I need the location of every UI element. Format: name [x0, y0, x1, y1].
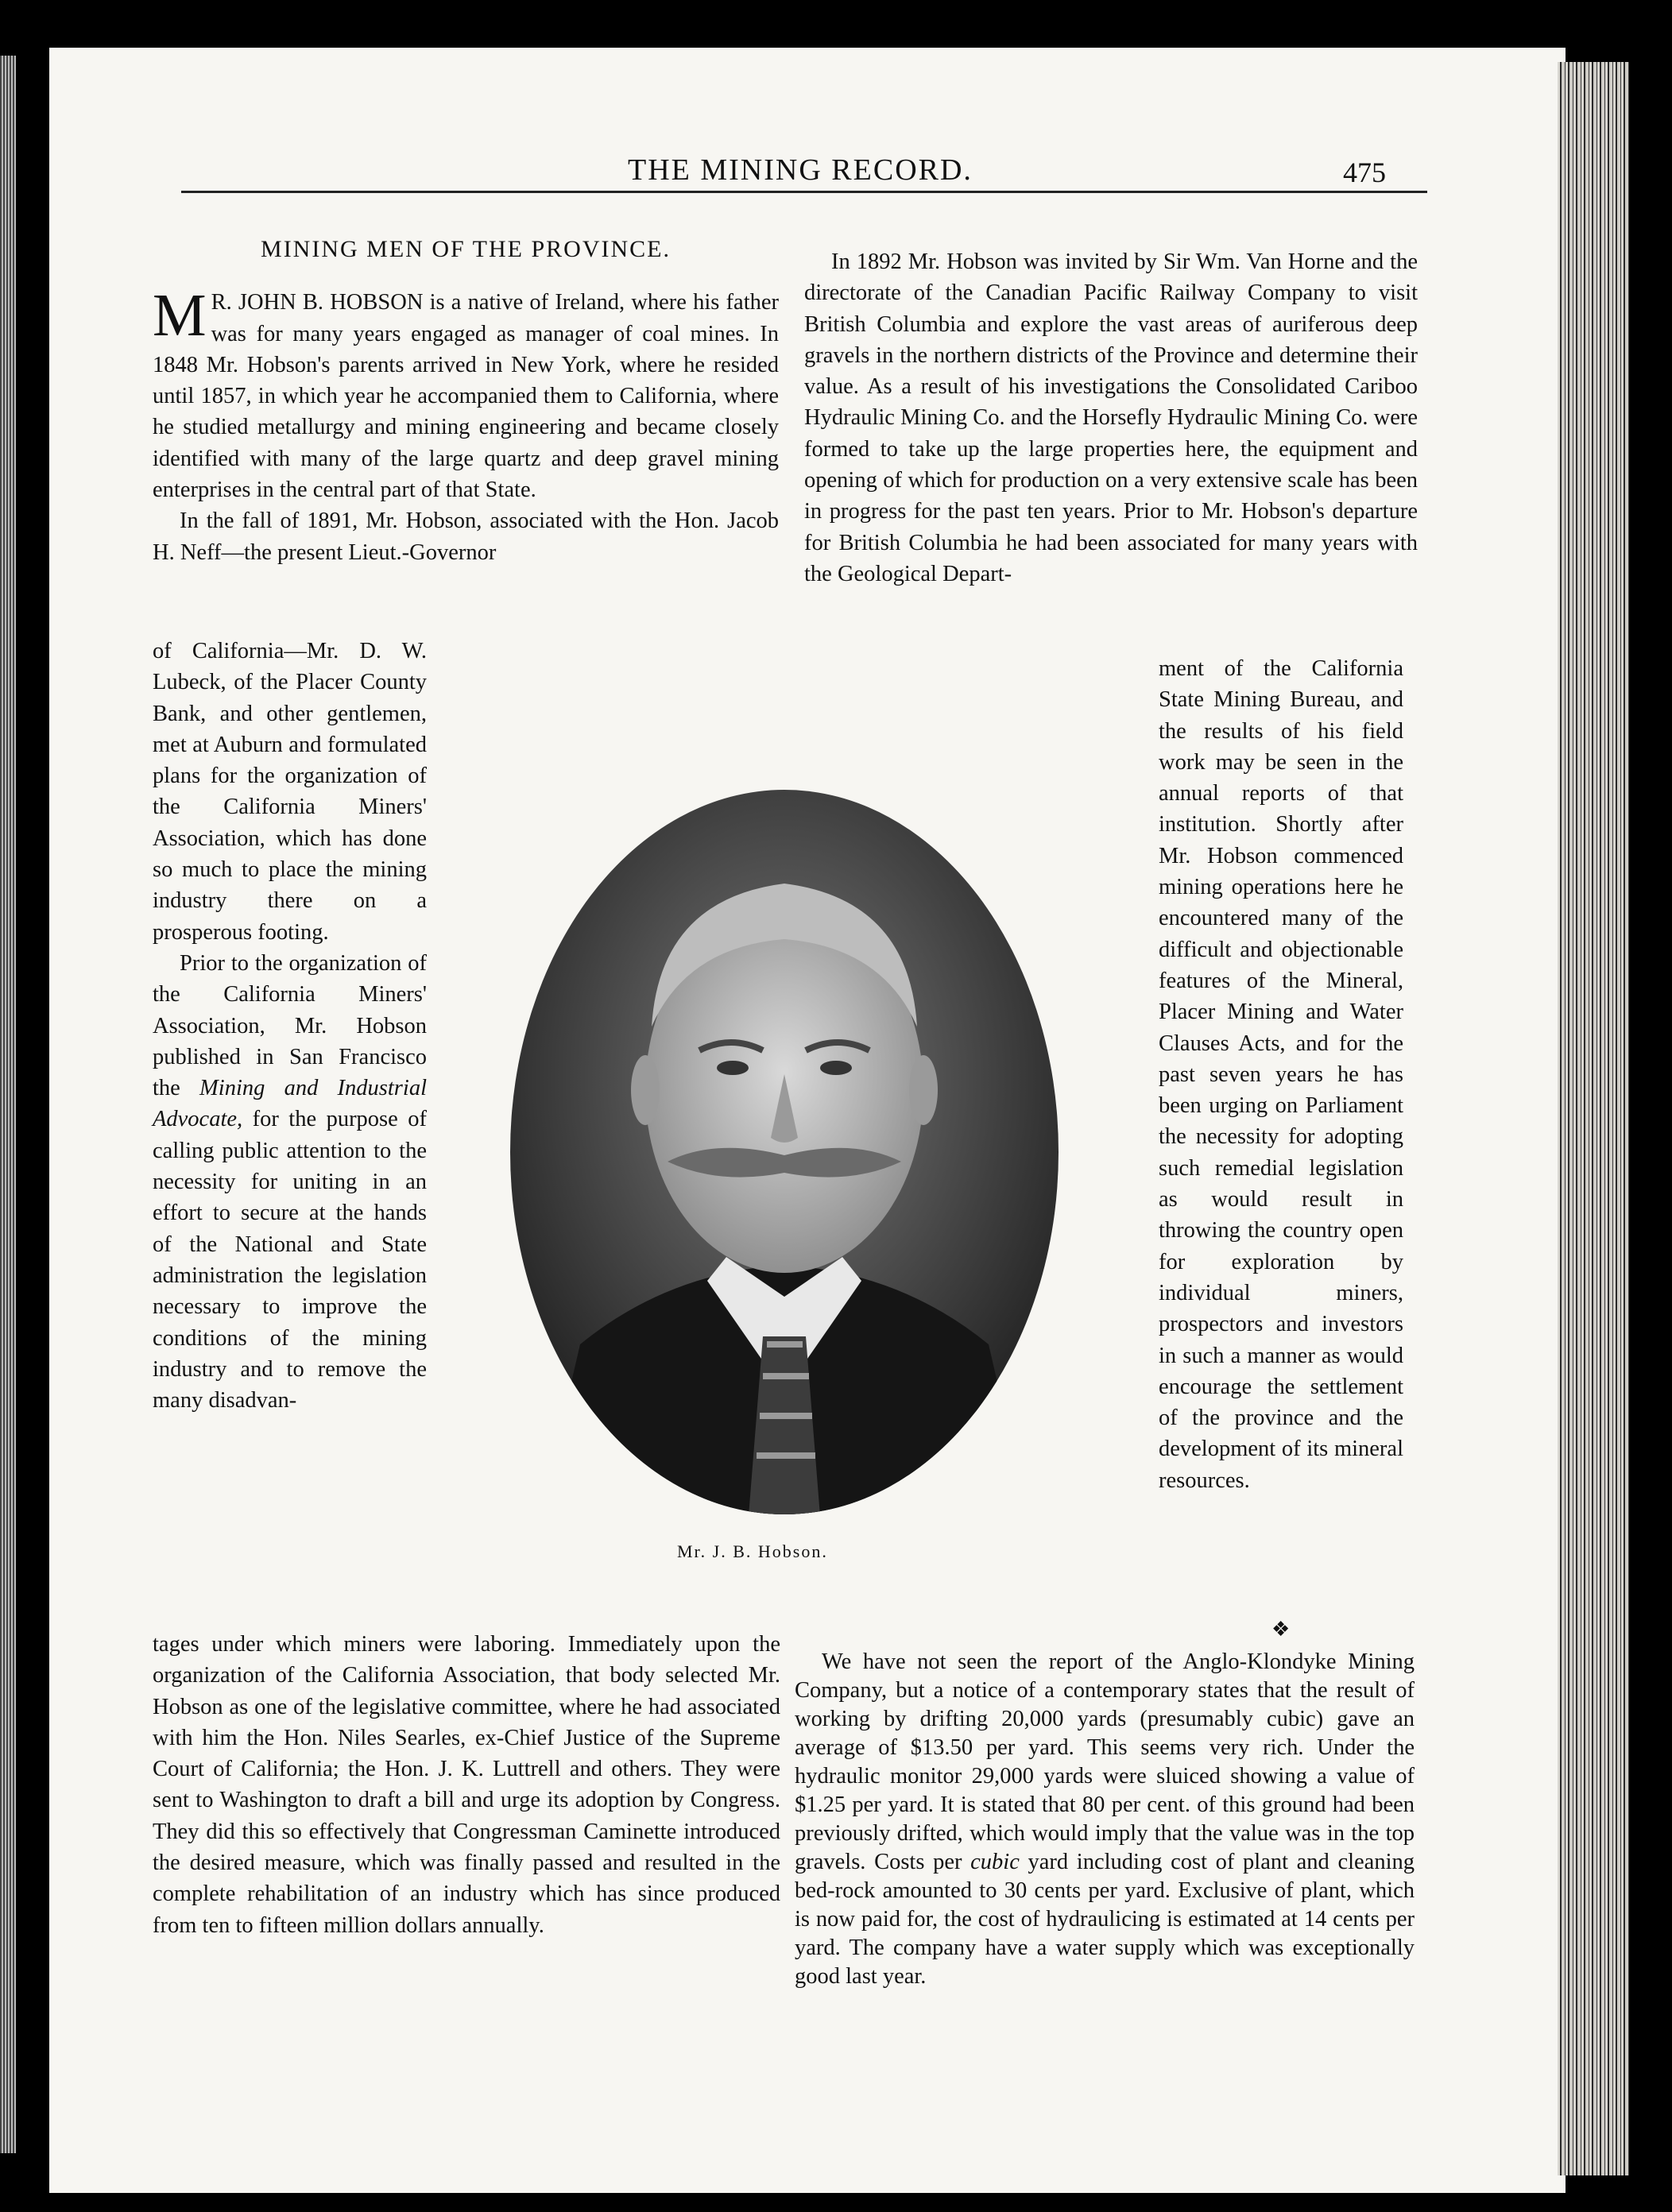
book-left-edge: [0, 56, 16, 2153]
note-text-a: We have not seen the report of the Anglo-Klondyke Mining Company, but a notice of a contemporary states that the result of working by drifting 20,000 yards (presumably cubic) gave an average of $13.50 per yard. This seems very rich. Under the hydraulic monitor 29,000 yards were sluiced showing a value of $1.25 per yard. It is stated that 80 per cent. of this ground had been previously drifted, which would imply that the value was in the top gravels. Costs per: [795, 1649, 1415, 1874]
portrait-caption: Mr. J. B. Hobson.: [677, 1541, 828, 1561]
drop-cap: M: [153, 282, 207, 350]
paragraph-advocate: [153, 948, 427, 1416]
paragraph-geological: ment of the California State Mining Bureau, and the results of his field work may be seen in the annual reports of that institution. Shortly after Mr. Hobson commenced mining operations here he encountered many of the difficult and objectionable features of the Mineral, Placer Mining and Water Clauses Acts, and for the past seven years he has been urging on Parliament the necessity for adopting such remedial legislation as would result in throwing the country open for exploration by individual miners, prospectors and investors in such a manner as would encourage the settlement of the province and the development of its mineral resources.: [1159, 656, 1403, 1493]
news-note: [795, 1648, 1415, 1991]
advocate-text-b: for the purpose of calling public attention to the necessity for uniting in an effort to secure at the hands of the National and State administration the legislation necessary to improve the conditions of the mining industry and to remove the many disadvan-: [153, 1107, 427, 1413]
advocate-text-a: Prior to the organization of the California Miners' Association, Mr. Hobson published in San Francisco the: [153, 950, 427, 1101]
article-column-right-narrow: [1159, 653, 1403, 1496]
article-column-left-top: [153, 234, 779, 568]
paragraph-intro-text: R. JOHN B. HOBSON is a native of Ireland, where his father was for many years engaged as manager of coal mines. In 1848 Mr. Hobson's parents arrived in New York, where he resided until 1857, in which year he accompanied them to California, where he studied metallurgy and mining engineering and became closely identified with many of the large quartz and deep gravel mining enterprises in the central part of that State.: [153, 290, 779, 503]
article-column-left-narrow: [153, 636, 427, 1416]
portrait-photo: [509, 788, 1060, 1516]
header-rule: [181, 191, 1427, 193]
paragraph-association: of California—Mr. D. W. Lubeck, of the Placer County Bank, and other gentlemen, met at Auburn and formulated plans for the organization of the California Miners' Association, which has done so much to place the mining industry there on a prosperous footing.: [153, 639, 427, 945]
article-column-left-bottom: [153, 1629, 780, 1941]
running-header: THE MINING RECORD.: [628, 153, 973, 187]
page-number: 475: [1343, 157, 1386, 188]
article-column-right-top: [804, 246, 1418, 590]
note-text-b: yard including cost of plant and cleaning bed-rock amounted to 30 cents per yard. Exclusive of plant, which is now paid for, the cost of hydraulicing is estimated at 14 cents per yard. The company have a water supply which was exceptionally good last year.: [795, 1850, 1415, 1989]
note-italic: cubic: [970, 1850, 1020, 1874]
ornament-icon: ❖: [1271, 1618, 1291, 1641]
section-title: MINING MEN OF THE PROVINCE.: [261, 236, 671, 262]
book-page-edges: [1558, 62, 1629, 2175]
paragraph-fall-1891: In the fall of 1891, Mr. Hobson, associated with the Hon. Jacob H. Neff—the present Lieut.-Governor: [153, 509, 779, 565]
paragraph-intro: [153, 282, 779, 505]
paragraph-anglo-klondyke: [795, 1648, 1415, 1991]
paragraph-legislation: tages under which miners were laboring. Immediately upon the organization of the California Association, that body selected Mr. Hobson as one of the legislative committee, where he had associated with him the Hon. Niles Searles, ex-Chief Justice of the Supreme Court of California; the Hon. J. K. Luttrell and others. They were sent to Washington to draft a bill and urge its adoption by Congress. They did this so effectively that Congressman Caminette introduced the desired measure, which was finally passed and resulted in the complete rehabilitation of an industry which has since produced from ten to fifteen million dollars annually.: [153, 1632, 780, 1938]
advocate-title-italic: Mining and Industrial Advocate,: [153, 1076, 427, 1132]
paragraph-1892: In 1892 Mr. Hobson was invited by Sir Wm. Van Horne and the directorate of the Canadian Pacific Railway Company to visit British Columbia and explore the vast areas of auriferous deep gravels in the northern districts of the Province and determine their value. As a result of his investigations the Consolidated Cariboo Hydraulic Mining Co. and the Horsefly Hydraulic Mining Co. were formed to take up the large properties here, the equipment and opening of which for production on a very extensive scale has been in progress for the past ten years. Prior to Mr. Hobson's departure for British Columbia he had been associated for many years with the Geological Depart-: [804, 249, 1418, 586]
